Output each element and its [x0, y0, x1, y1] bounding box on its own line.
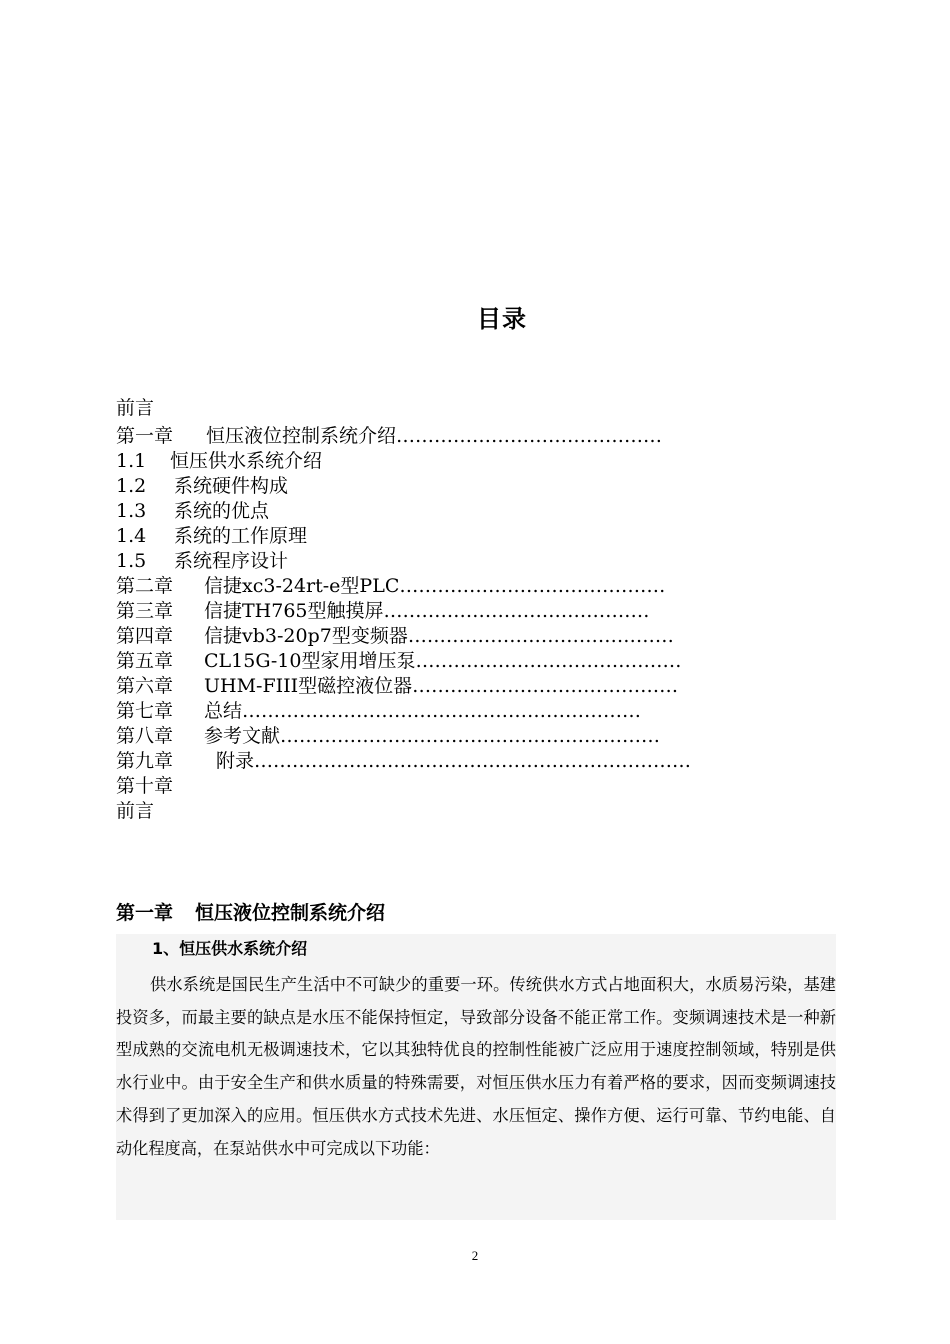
toc-entry[interactable]: [116, 474, 836, 499]
toc-entry-number: 第六章: [116, 675, 174, 697]
toc-entry[interactable]: [116, 524, 836, 549]
chapter-title: 恒压液位控制系统介绍: [195, 902, 386, 924]
toc-entry[interactable]: [116, 549, 836, 574]
toc-entry-number: 第三章: [116, 600, 174, 622]
toc-entry[interactable]: [116, 674, 836, 699]
chapter-heading: [116, 899, 385, 927]
table-of-contents: [116, 396, 836, 824]
toc-entry-number: 1.2: [116, 475, 147, 497]
chapter-label: 第一章: [116, 902, 174, 924]
toc-entry[interactable]: [116, 424, 836, 449]
toc-entry[interactable]: [116, 799, 836, 824]
toc-entry-number: 第一章: [116, 425, 174, 447]
toc-entry-leader: ……………………………………: [415, 650, 682, 672]
toc-entry-leader: ……………………………………: [383, 600, 650, 622]
toc-entry[interactable]: [116, 774, 836, 799]
toc-entry-number: 1.3: [116, 500, 147, 522]
toc-entry-title: 信捷xc3-24rt-e型PLC: [204, 575, 400, 597]
toc-entry-title: UHM-FIII型磁控液位器: [204, 675, 413, 697]
toc-entry[interactable]: [116, 574, 836, 599]
toc-entry-leader: ………………………………………………………: [242, 700, 642, 722]
toc-entry-leader: ……………………………………: [396, 425, 663, 447]
toc-entry-number: 第七章: [116, 700, 174, 722]
toc-entry-title: 信捷vb3-20p7型变频器: [204, 625, 408, 647]
toc-entry[interactable]: [116, 449, 836, 474]
toc-entry-number: 第九章: [116, 750, 174, 772]
toc-entry[interactable]: [116, 724, 836, 749]
toc-entry-leader: ……………………………………: [399, 575, 666, 597]
toc-entry[interactable]: [116, 396, 836, 421]
toc-entry-title: 参考文献: [204, 725, 281, 747]
section-body-paragraph: 供水系统是国民生产生活中不可缺少的重要一环。传统供水方式占地面积大，水质易污染，基建投资多，而最主要的缺点是水压不能保持恒定，导致部分设备不能正常工作。变频调速技术是一种新型成熟的交流电机无极调速技术，它以其独特优良的控制性能被广泛应用于速度控制领域，特别是供水行业中。由于安全生产和供水质量的特殊需要，对恒压供水压力有着严格的要求，因而变频调速技术得到了更加深入的应用。恒压供水方式技术先进、水压恒定、操作方便、运行可靠、节约电能、自动化程度高，在泵站供水中可完成以下功能：: [116, 975, 836, 1158]
toc-entry-number: 前言: [116, 800, 155, 822]
toc-entry-title: 恒压液位控制系统介绍: [206, 425, 397, 447]
toc-entry[interactable]: [116, 499, 836, 524]
toc-entry-title: CL15G-10型家用增压泵: [204, 650, 416, 672]
toc-entry-title: 系统的优点: [174, 500, 270, 522]
toc-entry-title: 恒压供水系统介绍: [170, 450, 323, 472]
toc-entry-title: 信捷TH765型触摸屏: [204, 600, 384, 622]
toc-entry-leader: ……………………………………………………: [280, 725, 661, 747]
toc-entry[interactable]: [116, 624, 836, 649]
toc-entry-title: 总结: [204, 700, 243, 722]
toc-entry-number: 第八章: [116, 725, 174, 747]
toc-entry-number: 1.5: [116, 550, 147, 572]
toc-entry[interactable]: [116, 749, 836, 774]
toc-entry[interactable]: [116, 699, 836, 724]
toc-entry-title: 系统的工作原理: [174, 525, 308, 547]
toc-entry[interactable]: [116, 649, 836, 674]
toc-title: 目录: [477, 305, 527, 333]
toc-entry-title: 附录: [216, 750, 255, 772]
toc-entry-number: 前言: [116, 397, 155, 419]
toc-entry-title: 系统程序设计: [174, 550, 289, 572]
page-number: 2: [471, 1248, 479, 1263]
toc-entry[interactable]: [116, 599, 836, 624]
toc-entry-number: 第四章: [116, 625, 174, 647]
toc-entry-number: 第二章: [116, 575, 174, 597]
section-heading: 1、恒压供水系统介绍: [152, 939, 308, 958]
toc-entry-number: 第十章: [116, 775, 174, 797]
toc-entry-title: 系统硬件构成: [174, 475, 289, 497]
toc-entry-number: 第五章: [116, 650, 174, 672]
toc-entry-leader: ……………………………………………………………: [254, 750, 692, 772]
toc-entry-number: 1.1: [116, 450, 147, 472]
toc-entry-leader: ……………………………………: [407, 625, 674, 647]
toc-entry-leader: ……………………………………: [412, 675, 679, 697]
toc-entry-number: 1.4: [116, 525, 147, 547]
